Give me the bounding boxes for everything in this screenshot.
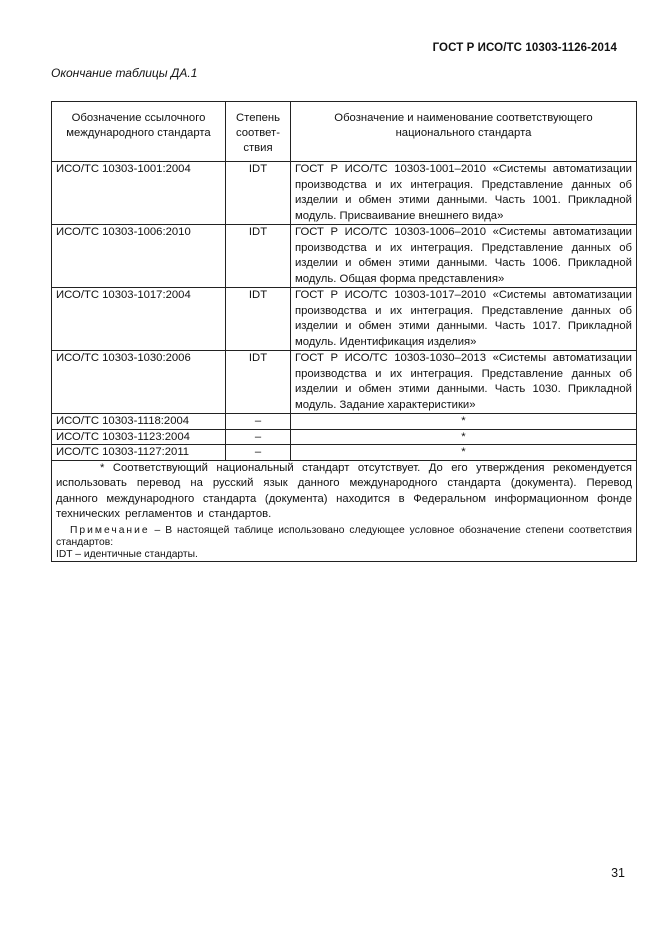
ref-standard-cell: ИСО/ТС 10303-1001:2004 — [52, 162, 226, 225]
degree-cell: – — [226, 429, 291, 445]
table-row — [52, 225, 637, 288]
table-row — [52, 162, 637, 225]
national-standard-cell: * — [291, 445, 637, 461]
ref-standard-cell: ИСО/ТС 10303-1017:2004 — [52, 288, 226, 351]
page-number: 31 — [611, 866, 625, 880]
degree-cell: IDT — [226, 162, 291, 225]
table-row — [52, 351, 637, 414]
ref-standard-cell: ИСО/ТС 10303-1030:2006 — [52, 351, 226, 414]
table-row — [52, 429, 637, 445]
degree-cell: IDT — [226, 351, 291, 414]
ref-standard-cell: ИСО/ТС 10303-1006:2010 — [52, 225, 226, 288]
header-national-standard: Обозначение и наименование соответствующего национального стандарта — [291, 102, 637, 162]
degree-cell: IDT — [226, 225, 291, 288]
table-continuation-caption: Окончание таблицы ДА.1 — [51, 66, 198, 80]
national-standard-cell: * — [291, 414, 637, 430]
national-standard-cell: ГОСТ Р ИСО/ТС 10303-1017–2010 «Системы автоматизации производства и их интеграция. Представление данных об изделии и обмен этими данными. Часть 1017. Прикладной модуль. Идентификация изделия» — [291, 288, 637, 351]
table-row — [52, 414, 637, 430]
national-standard-cell: ГОСТ Р ИСО/ТС 10303-1030–2013 «Системы автоматизации производства и их интеграция. Представление данных об изделии и обмен этими данными. Часть 1030. Прикладной модуль. Задание характеристики» — [291, 351, 637, 414]
degree-cell: IDT — [226, 288, 291, 351]
header-ref-standard: Обозначение ссылочного международного стандарта — [52, 102, 226, 162]
national-standard-cell: ГОСТ Р ИСО/ТС 10303-1006–2010 «Системы автоматизации производства и их интеграция. Представление данных об изделии и обмен этими данными. Часть 1006. Прикладной модуль. Общая форма представления» — [291, 225, 637, 288]
table-row — [52, 288, 637, 351]
note-idt-definition: IDT – идентичные стандарты. — [56, 548, 198, 560]
table-header-row — [52, 102, 637, 162]
ref-standard-cell: ИСО/ТС 10303-1123:2004 — [52, 429, 226, 445]
degree-cell: – — [226, 445, 291, 461]
header-degree: Степень соответ-ствия — [226, 102, 291, 162]
degree-cell: – — [226, 414, 291, 430]
note-text: – В настоящей таблице использовано следующее условное обозначение степени соответствия стандартов: — [56, 524, 632, 548]
table-footnote-cell — [52, 460, 637, 561]
footnote-text: * Соответствующий национальный стандарт отсутствует. До его утверждения рекомендуется использовать перевод на русский язык данного международного стандарта (документа). Перевод данного международного стандарта (документа) находится в Федеральном информационном фонде технических регламентов и стандартов. — [56, 461, 632, 520]
table-row — [52, 445, 637, 461]
ref-standard-cell: ИСО/ТС 10303-1118:2004 — [52, 414, 226, 430]
ref-standard-cell: ИСО/ТС 10303-1127:2011 — [52, 445, 226, 461]
table-note — [56, 525, 632, 549]
national-standard-cell: ГОСТ Р ИСО/ТС 10303-1001–2010 «Системы автоматизации производства и их интеграция. Представление данных об изделии и обмен этими данными. Часть 1001. Прикладной модуль. Присваивание внешнего вида» — [291, 162, 637, 225]
table-footnote-row — [52, 460, 637, 561]
document-header: ГОСТ Р ИСО/ТС 10303-1126-2014 — [432, 42, 617, 54]
note-lead: Примечание — [70, 524, 150, 536]
national-standard-cell: * — [291, 429, 637, 445]
correspondence-table — [51, 101, 637, 562]
